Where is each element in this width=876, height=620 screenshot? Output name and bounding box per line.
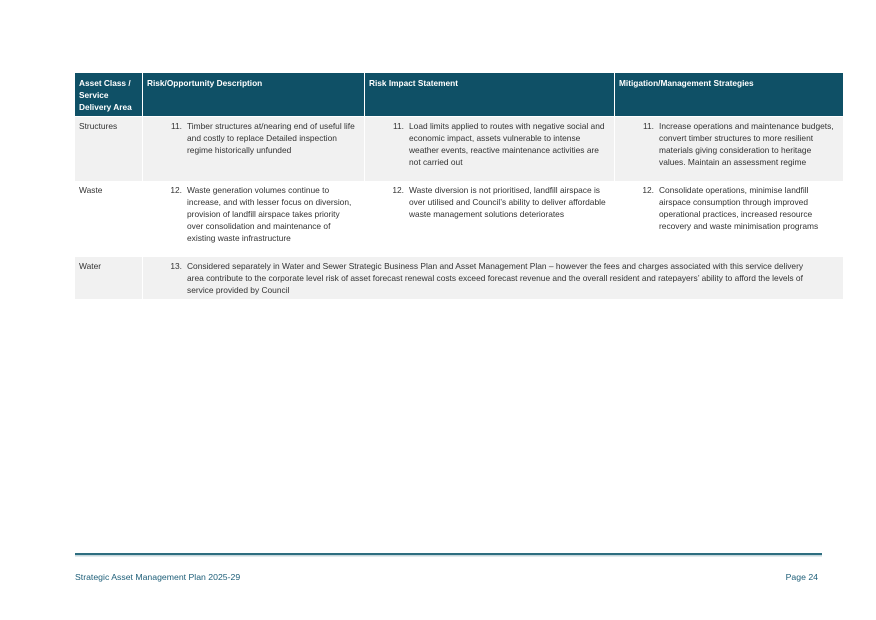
numbered-item bbox=[619, 120, 839, 168]
header-risk-impact: Risk Impact Statement bbox=[365, 73, 615, 117]
numbered-item bbox=[369, 120, 610, 168]
risk-impact-cell bbox=[365, 117, 615, 181]
item-number: 13. bbox=[170, 261, 182, 271]
numbered-item bbox=[147, 260, 839, 296]
mitigation-cell bbox=[615, 181, 843, 257]
item-number: 12. bbox=[170, 185, 182, 195]
header-asset-class: Asset Class / Service Delivery Area bbox=[75, 73, 143, 117]
item-number: 12. bbox=[392, 185, 404, 195]
risk-management-table bbox=[75, 73, 843, 299]
item-text: Timber structures at/nearing end of useful life and costly to replace Detailed inspection regime historically unfunded bbox=[187, 121, 355, 156]
asset-class-cell: Structures bbox=[75, 117, 143, 181]
item-number: 11. bbox=[642, 121, 654, 131]
numbered-item bbox=[369, 184, 610, 220]
item-text: Waste generation volumes continue to increase, and with lesser focus on diversion, provision of landfill airspace takes priority over consolidation and maintenance of existing waste infrastructure bbox=[187, 185, 352, 244]
item-text: Increase operations and maintenance budgets, convert timber structures to more resilient materials giving consideration to heritage values. Maintain an assessment regime bbox=[659, 121, 834, 168]
table-header-row bbox=[75, 73, 843, 117]
risk-impact-cell bbox=[365, 181, 615, 257]
footer-divider bbox=[75, 553, 822, 555]
mitigation-cell bbox=[615, 117, 843, 181]
header-mitigation: Mitigation/Management Strategies bbox=[615, 73, 843, 117]
item-number: 12. bbox=[642, 185, 654, 195]
item-number: 11. bbox=[170, 121, 182, 131]
page-footer bbox=[75, 572, 818, 582]
item-text: Waste diversion is not prioritised, landfill airspace is over utilised and Council’s ability to deliver affordable waste management solutions deteriorates bbox=[409, 185, 606, 220]
risk-description-cell bbox=[143, 117, 365, 181]
water-details-cell bbox=[143, 257, 843, 299]
numbered-item bbox=[147, 120, 360, 156]
footer-document-title: Strategic Asset Management Plan 2025-29 bbox=[75, 572, 241, 582]
item-number: 11. bbox=[392, 121, 404, 131]
numbered-item bbox=[619, 184, 839, 232]
numbered-item bbox=[147, 184, 360, 244]
risk-description-cell bbox=[143, 181, 365, 257]
table-row-structures bbox=[75, 117, 843, 181]
table-row-water bbox=[75, 257, 843, 299]
header-risk-description: Risk/Opportunity Description bbox=[143, 73, 365, 117]
asset-class-cell: Water bbox=[75, 257, 143, 299]
item-text: Load limits applied to routes with negative social and economic impact, assets vulnerable to intense weather events, reactive maintenance activities are not carried out bbox=[409, 121, 605, 168]
footer-page-number: Page 24 bbox=[785, 572, 818, 582]
item-text: Consolidate operations, minimise landfill airspace consumption through improved operational practices, increased resource recovery and waste minimisation programs bbox=[659, 185, 819, 232]
asset-class-cell: Waste bbox=[75, 181, 143, 257]
item-text: Considered separately in Water and Sewer Strategic Business Plan and Asset Management Plan – however the fees and charges associated with this service delivery area contribute to the corporate level risk of asset forecast renewal costs exceed forecast revenue and the overall resident and ratepayers’ ability to afford the levels of service provided by Council bbox=[187, 261, 804, 296]
table-row-waste bbox=[75, 181, 843, 257]
